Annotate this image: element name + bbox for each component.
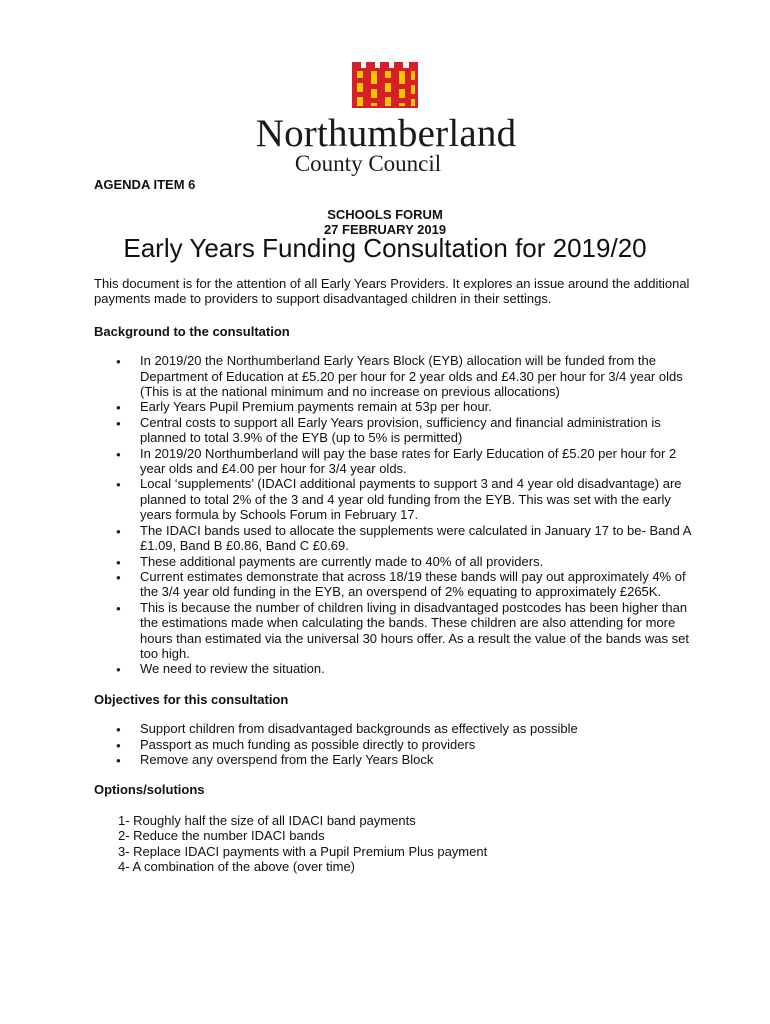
agenda-item: AGENDA ITEM 6 bbox=[94, 177, 196, 192]
list-item: ● Early Years Pupil Premium payments remain at 53p per hour. bbox=[140, 399, 694, 414]
background-heading: Background to the consultation bbox=[94, 323, 290, 339]
logo-name: Northumberland bbox=[255, 112, 517, 155]
forum-name: SCHOOLS FORUM bbox=[327, 207, 443, 222]
list-item: ● Passport as much funding as possible directly to providers bbox=[140, 737, 694, 752]
list-item: ● Remove any overspend from the Early Years Block bbox=[140, 752, 694, 767]
logo-subtitle: County Council bbox=[294, 151, 442, 176]
list-item: 3- Replace IDACI payments with a Pupil Premium Plus payment bbox=[118, 843, 488, 859]
page-title: Early Years Funding Consultation for 2019/20 bbox=[123, 233, 647, 263]
options-heading: Options/solutions bbox=[94, 782, 205, 798]
list-item: ● In 2019/20 Northumberland will pay the base rates for Early Education of £5.20 per hour for 2 year olds and £4.00 per hour for 3/4 year olds. bbox=[140, 446, 694, 477]
list-item: 1- Roughly half the size of all IDACI band payments bbox=[118, 812, 416, 828]
list-item: ● Current estimates demonstrate that across 18/19 these bands will pay out approximately 4% of the 3/4 year old funding in the EYB, an overspend of 2% equating to approximately £265K. bbox=[140, 569, 694, 600]
background-list bbox=[94, 353, 694, 677]
list-item: ● We need to review the situation. bbox=[140, 661, 694, 676]
list-item: 4- A combination of the above (over time) bbox=[118, 859, 356, 874]
list-item: 2- Reduce the number IDACI bands bbox=[118, 828, 325, 844]
objectives-heading: Objectives for this consultation bbox=[94, 691, 289, 707]
intro-paragraph: This document is for the attention of all Early Years Providers. It explores an issue around the additional payments made to providers to support disadvantaged children in their settings. bbox=[94, 276, 690, 307]
options-list bbox=[94, 813, 694, 875]
list-item: ● Central costs to support all Early Years provision, sufficiency and financial administration is planned to total 3.9% of the EYB (up to 5% is permitted) bbox=[140, 415, 694, 446]
forum-date: 27 FEBRUARY 2019 bbox=[323, 222, 447, 237]
list-item: ● These additional payments are currently made to 40% of all providers. bbox=[140, 554, 694, 569]
list-item: ● Local ‘supplements’ (IDACI additional payments to support 3 and 4 year old disadvantage) are planned to total 2% of the 3 and 4 year old funding from the EYB. This was set with the early years formula by Schools Forum in February 17. bbox=[140, 476, 694, 522]
list-item: ● The IDACI bands used to allocate the supplements were calculated in January 17 to be- Band A £1.09, Band B £0.86, Band C £0.69. bbox=[140, 523, 694, 554]
document-body bbox=[94, 276, 694, 874]
list-item: ● This is because the number of children living in disadvantaged postcodes has been higher than the estimations made when calculating the bands. These children are also attending for more hours than estimated via the universal 30 hours offer. As a result the value of the bands was set too high. bbox=[140, 600, 694, 662]
objectives-list bbox=[94, 721, 694, 767]
northumberland-flag-icon bbox=[352, 62, 418, 108]
council-logo bbox=[0, 62, 770, 176]
list-item: ● In 2019/20 the Northumberland Early Years Block (EYB) allocation will be funded from the Department of Education at £5.20 per hour for 2 year olds and £4.30 per hour for 3/4 year olds (This is at the national minimum and no increase on previous allocations) bbox=[140, 353, 694, 399]
list-item: ● Support children from disadvantaged backgrounds as effectively as possible bbox=[140, 721, 694, 736]
